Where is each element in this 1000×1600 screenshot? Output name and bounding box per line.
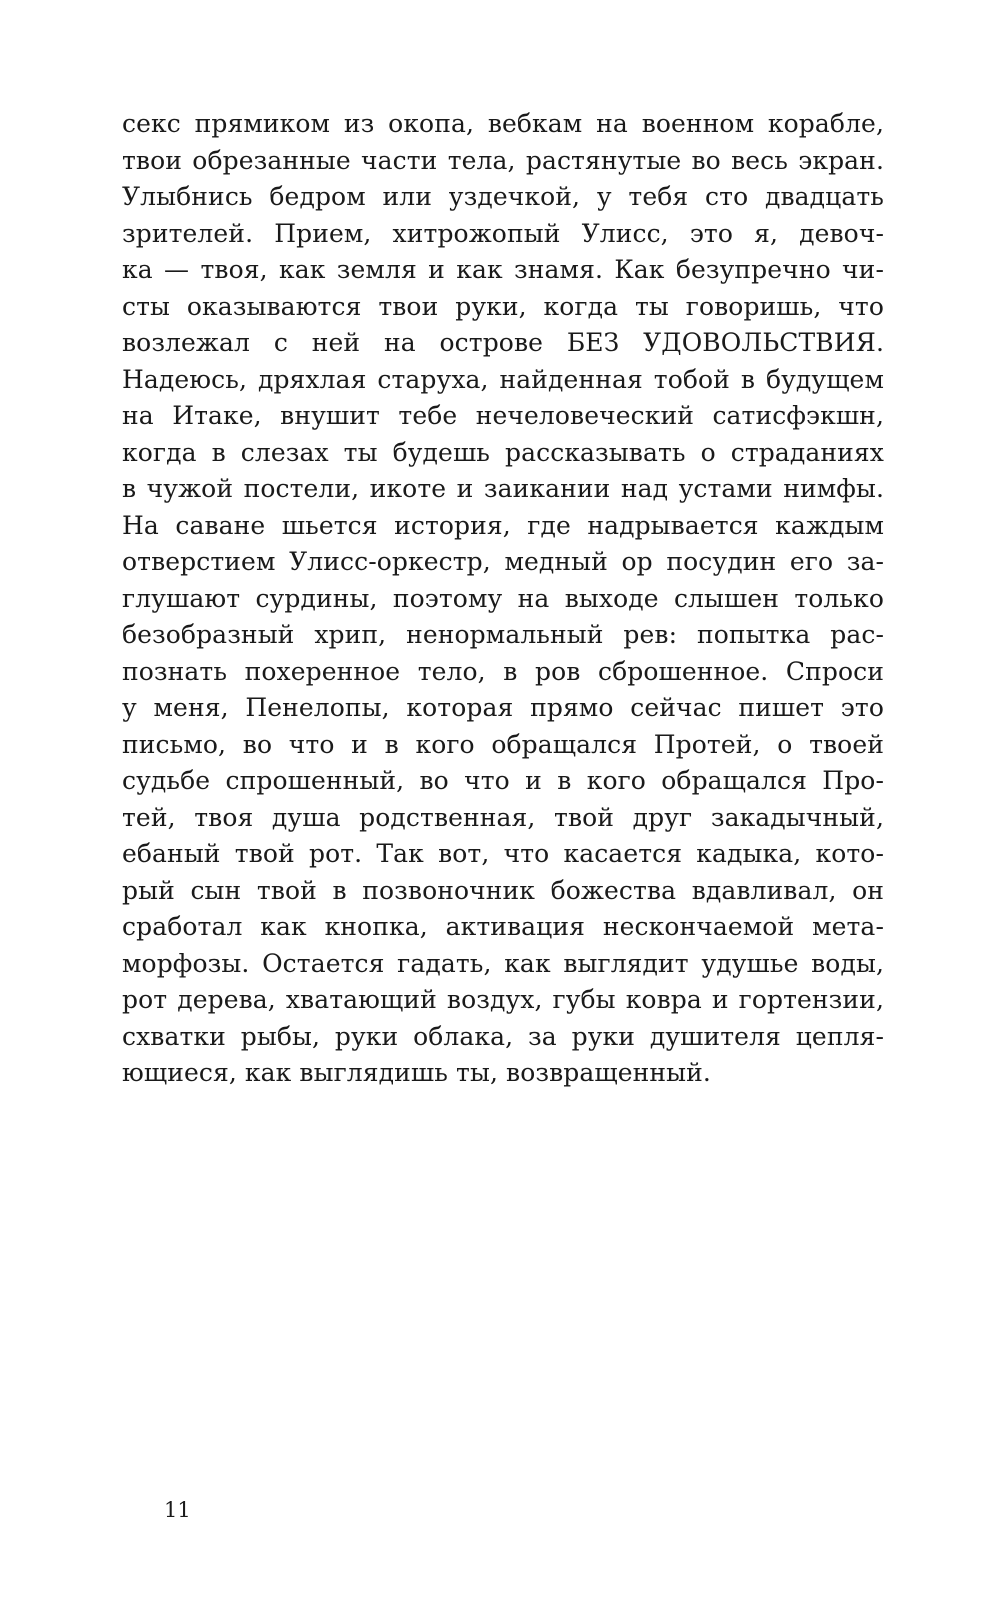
text-line: отверстием Улисс-оркестр, медный ор посудин его за- [122,547,884,576]
text-line: зрителей. Прием, хитрожопый Улисс, это я, девоч- [122,218,884,248]
text-line: в чужой постели, икоте и заикании над устами нимфы. [122,474,884,503]
text-line: рый сын твой в позвоночник божества вдавливал, он [122,875,884,905]
text-line: На саване шьется история, где надрывается каждым [122,510,884,540]
text-line: секс прямиком из окопа, вебкам на военном корабле, [122,109,884,138]
text-line: на Итаке, внушит тебе нечеловеческий сатисфэкшн, [122,401,884,430]
text-line-last: ющиеся, как выглядишь ты, возвращенный. [122,1058,711,1087]
text-line: у меня, Пенелопы, которая прямо сейчас пишет это [122,693,884,722]
page-number: 11 [164,1498,191,1522]
text-line: рот дерева, хватающий воздух, губы ковра и гортензии, [122,985,884,1014]
text-line: познать похеренное тело, в ров сброшенное. Спроси [122,656,884,686]
text-line: письмо, во что и в кого обращался Протей, о твоей [122,729,884,759]
body-text [122,106,884,1092]
text-line: морфозы. Остается гадать, как выглядит удушье воды, [122,948,884,978]
text-line: когда в слезах ты будешь рассказывать о страданиях [122,437,884,467]
text-line: твои обрезанные части тела, растянутые во весь экран. [122,145,884,175]
text-line: ебаный твой рот. Так вот, что касается кадыка, кото- [122,839,884,868]
text-line: Улыбнись бедром или уздечкой, у тебя сто двадцать [122,182,884,211]
text-line: безобразный хрип, ненормальный рев: попытка рас- [122,620,884,649]
text-line: ка — твоя, как земля и как знамя. Как безупречно чи- [122,255,884,284]
text-line: судьбе спрошенный, во что и в кого обращался Про- [122,766,884,795]
text-line: сработал как кнопка, активация нескончаемой мета- [122,912,884,941]
text-line: глушают сурдины, поэтому на выходе слышен только [122,583,884,613]
text-line: схватки рыбы, руки облака, за руки душителя цепля- [122,1021,884,1051]
text-line: сты оказываются твои руки, когда ты говоришь, что [122,291,884,321]
text-line: возлежал с ней на острове БЕЗ УДОВОЛЬСТВИЯ. [122,328,884,357]
text-line: тей, твоя душа родственная, твой друг закадычный, [122,802,884,832]
text-line: Надеюсь, дряхлая старуха, найденная тобой в будущем [122,364,884,394]
